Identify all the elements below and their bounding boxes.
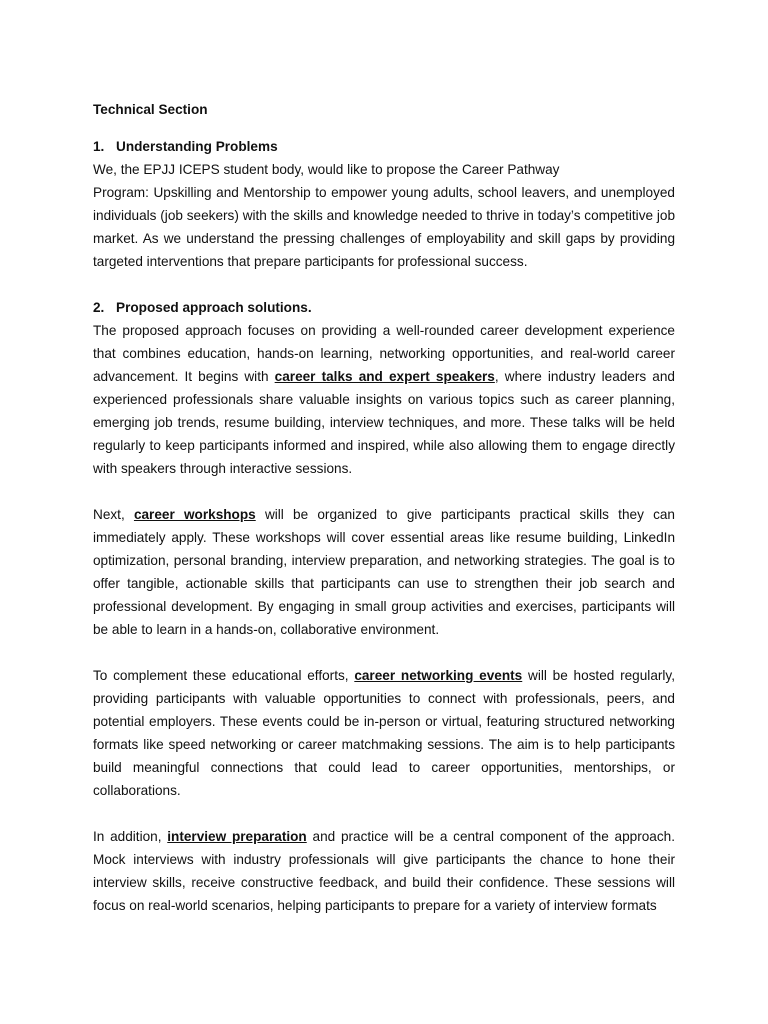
p4-text-before: In addition, bbox=[93, 829, 168, 844]
p4-highlight-interview-preparation: interview preparation bbox=[167, 829, 307, 844]
p1-text-after: , where industry leaders and experienced professionals share valuable insights on various topics such as career planning, emerging job trends, resume building, interview techniques, and more. These talks will be held regularly to keep participants informed and inspired, while also allowing them to engage directly with speakers through interactive sessions. bbox=[93, 369, 675, 476]
p3-highlight-networking-events: career networking events bbox=[354, 668, 523, 683]
spacer bbox=[93, 802, 675, 825]
spacer bbox=[93, 273, 675, 296]
section-2-number: 2. bbox=[93, 300, 105, 315]
section-1-heading bbox=[93, 135, 675, 158]
p1-highlight-career-talks: career talks and expert speakers bbox=[274, 369, 495, 384]
section-2-paragraph-3 bbox=[93, 664, 675, 802]
section-2-heading-text: Proposed approach solutions. bbox=[116, 300, 312, 315]
section-1-number: 1. bbox=[93, 139, 105, 154]
spacer bbox=[93, 641, 675, 664]
section-1-paragraph: Program: Upskilling and Mentorship to empower young adults, school leavers, and unemployed individuals (job seekers) with the skills and knowledge needed to thrive in today’s competitive job market. As we understand the pressing challenges of employability and skill gaps by providing targeted interventions that prepare participants for professional success. bbox=[93, 185, 675, 269]
p1-text-before: The proposed approach focuses on providing a well-rounded career development experience that combines education, hands-on learning, networking opportunities, and real-world career advancement. It begins with bbox=[93, 323, 675, 384]
section-1-heading-text: Understanding Problems bbox=[116, 139, 278, 154]
p4-text-after: and practice will be a central component of the approach. Mock interviews with industry professionals will give participants the chance to hone their interview skills, receive constructive feedback, and build their confidence. These sessions will focus on real-world scenarios, helping participants to prepare for a variety of interview formats bbox=[93, 829, 675, 913]
section-2-paragraph-4 bbox=[93, 825, 675, 917]
p2-highlight-career-workshops: career workshops bbox=[133, 507, 256, 522]
section-title: Technical Section bbox=[93, 102, 208, 117]
spacer bbox=[93, 480, 675, 503]
section-2-paragraph-2 bbox=[93, 503, 675, 641]
section-2-paragraph-1 bbox=[93, 319, 675, 480]
p3-text-after: will be hosted regularly, providing participants with valuable opportunities to connect with professionals, peers, and potential employers. These events could be in-person or virtual, featuring structured networking formats like speed networking or career matchmaking sessions. The aim is to help participants build meaningful connections that could lead to career opportunities, mentorships, or collaborations. bbox=[93, 668, 675, 798]
section-2-heading bbox=[93, 296, 675, 319]
p3-text-before: To complement these educational efforts, bbox=[93, 668, 355, 683]
p2-text-before: Next, bbox=[93, 507, 134, 522]
section-1-line-1: We, the EPJJ ICEPS student body, would like to propose the Career Pathway bbox=[93, 162, 560, 177]
p2-text-after: will be organized to give participants practical skills they can immediately apply. These workshops will cover essential areas like resume building, LinkedIn optimization, personal branding, interview preparation, and networking strategies. The goal is to offer tangible, actionable skills that participants can use to strengthen their job search and professional development. By engaging in small group activities and exercises, participants will be able to learn in a hands-on, collaborative environment. bbox=[93, 507, 675, 637]
